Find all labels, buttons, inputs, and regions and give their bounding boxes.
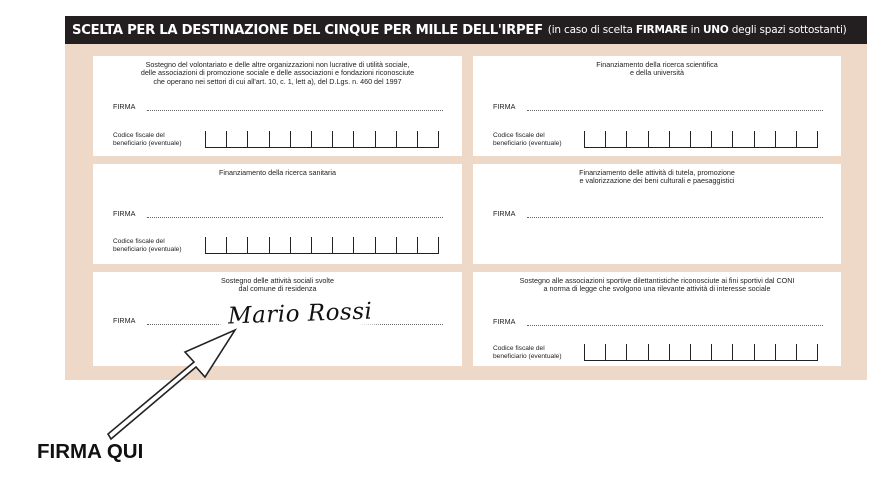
signature-field-volontariato[interactable] (147, 110, 443, 111)
codice-fiscale-cell[interactable] (690, 131, 711, 148)
codice-fiscale-label (493, 345, 562, 361)
codice-fiscale-cell[interactable] (690, 344, 711, 361)
title-line: e della università (630, 68, 684, 78)
codice-fiscale-cell[interactable] (669, 344, 690, 361)
codice-fiscale-cell[interactable] (290, 131, 311, 148)
firma-label: FIRMA (113, 209, 136, 218)
codice-fiscale-cell[interactable] (269, 237, 290, 254)
codice-fiscale-cell[interactable] (205, 131, 226, 148)
firma-label: FIRMA (493, 209, 516, 218)
box-comune-title (93, 277, 462, 294)
codice-fiscale-cell[interactable] (353, 131, 374, 148)
codice-fiscale-cell[interactable] (269, 131, 290, 148)
arrow-icon (90, 322, 250, 452)
codice-fiscale-cell[interactable] (796, 131, 818, 148)
codice-fiscale-cell[interactable] (584, 344, 605, 361)
codice-fiscale-cell[interactable] (775, 344, 796, 361)
title-line: e valorizzazione dei beni culturali e paesaggistici (579, 176, 735, 186)
box-volontariato (93, 56, 462, 156)
signature-field-beni-culturali[interactable] (527, 217, 823, 218)
codice-fiscale-cell[interactable] (417, 237, 439, 254)
instruction-mid: in (687, 24, 703, 36)
codice-fiscale-input-volontariato[interactable] (205, 131, 439, 148)
title-line: Finanziamento delle attività di tutela, promozione (579, 168, 735, 177)
firma-qui-callout: FIRMA QUI (37, 440, 144, 463)
codice-fiscale-cell[interactable] (311, 131, 332, 148)
form-title: SCELTA PER LA DESTINAZIONE DEL CINQUE PER MILLE DELL'IRPEF (72, 22, 543, 38)
codice-fiscale-cell[interactable] (754, 344, 775, 361)
instruction-uno: UNO (702, 24, 729, 36)
codice-line: Codice fiscale del (113, 238, 165, 245)
instruction-firmare: FIRMARE (635, 24, 688, 36)
codice-fiscale-input-sportive[interactable] (584, 344, 818, 361)
title-line: Finanziamento della ricerca scientifica (596, 60, 718, 69)
codice-fiscale-cell[interactable] (226, 131, 247, 148)
codice-fiscale-cell[interactable] (648, 344, 669, 361)
codice-fiscale-cell[interactable] (605, 344, 626, 361)
title-line: che operano nei settori di cui all'art. 10, c. 1, lett a), del D.Lgs. n. 460 del 1997 (153, 76, 402, 86)
codice-line: beneficiario (eventuale) (113, 140, 182, 147)
codice-fiscale-cell[interactable] (605, 131, 626, 148)
title-line: delle associazioni di promozione sociale e delle associazioni e fondazioni riconosciute (140, 68, 415, 78)
codice-fiscale-label (113, 238, 182, 254)
title-line: Sostegno alle associazioni sportive dilettantistiche riconosciute ai fini sportivi dal CONI (519, 276, 795, 285)
handwritten-signature: Mario Rossi (220, 298, 381, 330)
codice-fiscale-cell[interactable] (775, 131, 796, 148)
box-ricerca-scientifica (473, 56, 841, 156)
box-ricerca-sanitaria (93, 164, 462, 264)
codice-line: beneficiario (eventuale) (113, 246, 182, 253)
codice-fiscale-cell[interactable] (247, 131, 268, 148)
codice-fiscale-cell[interactable] (584, 131, 605, 148)
firma-label: FIRMA (493, 317, 516, 326)
codice-fiscale-cell[interactable] (417, 131, 439, 148)
codice-fiscale-label (493, 132, 562, 148)
title-line: Sostegno del volontariato e delle altre organizzazioni non lucrative di utilità sociale, (145, 60, 410, 69)
codice-fiscale-label (113, 132, 182, 148)
instruction-prefix: (in caso di scelta (547, 24, 636, 36)
signature-field-sportive[interactable] (527, 325, 823, 326)
codice-fiscale-cell[interactable] (375, 131, 396, 148)
codice-fiscale-cell[interactable] (375, 237, 396, 254)
codice-fiscale-input-ricerca-sanitaria[interactable] (205, 237, 439, 254)
codice-fiscale-cell[interactable] (669, 131, 690, 148)
box-beni-culturali (473, 164, 841, 264)
firma-label: FIRMA (113, 102, 136, 111)
codice-fiscale-cell[interactable] (332, 237, 353, 254)
codice-fiscale-cell[interactable] (205, 237, 226, 254)
codice-fiscale-cell[interactable] (396, 237, 417, 254)
codice-fiscale-cell[interactable] (711, 131, 732, 148)
box-ricerca-sanitaria-title (93, 169, 462, 177)
box-sportive (473, 272, 841, 366)
codice-fiscale-cell[interactable] (226, 237, 247, 254)
codice-fiscale-cell[interactable] (353, 237, 374, 254)
codice-fiscale-cell[interactable] (396, 131, 417, 148)
codice-fiscale-cell[interactable] (732, 131, 753, 148)
codice-fiscale-input-ricerca-scientifica[interactable] (584, 131, 818, 148)
form-instruction (548, 24, 847, 36)
codice-fiscale-cell[interactable] (332, 131, 353, 148)
instruction-suffix: degli spazi sottostanti) (728, 24, 847, 36)
signature-field-ricerca-scientifica[interactable] (527, 110, 823, 111)
codice-fiscale-cell[interactable] (796, 344, 818, 361)
codice-line: beneficiario (eventuale) (493, 353, 562, 360)
codice-fiscale-cell[interactable] (648, 131, 669, 148)
title-line: Sostegno delle attività sociali svolte (220, 276, 335, 285)
codice-line: Codice fiscale del (493, 345, 545, 352)
title-line: Finanziamento della ricerca sanitaria (218, 168, 337, 177)
firma-label: FIRMA (493, 102, 516, 111)
codice-line: Codice fiscale del (493, 132, 545, 139)
codice-fiscale-cell[interactable] (626, 344, 647, 361)
box-sportive-title (473, 277, 841, 294)
codice-fiscale-cell[interactable] (626, 131, 647, 148)
codice-fiscale-cell[interactable] (754, 131, 775, 148)
signature-field-ricerca-sanitaria[interactable] (147, 217, 443, 218)
box-volontariato-title (93, 61, 462, 86)
codice-line: beneficiario (eventuale) (493, 140, 562, 147)
codice-line: Codice fiscale del (113, 132, 165, 139)
codice-fiscale-cell[interactable] (311, 237, 332, 254)
form-header (65, 16, 867, 44)
firma-label: FIRMA (113, 316, 136, 325)
codice-fiscale-cell[interactable] (290, 237, 311, 254)
box-beni-culturali-title (473, 169, 841, 186)
title-line: dal comune di residenza (238, 284, 317, 294)
codice-fiscale-cell[interactable] (711, 344, 732, 361)
codice-fiscale-cell[interactable] (247, 237, 268, 254)
codice-fiscale-cell[interactable] (732, 344, 753, 361)
title-line: a norma di legge che svolgono una rilevante attività di interesse sociale (543, 284, 771, 294)
box-ricerca-scientifica-title (473, 61, 841, 78)
